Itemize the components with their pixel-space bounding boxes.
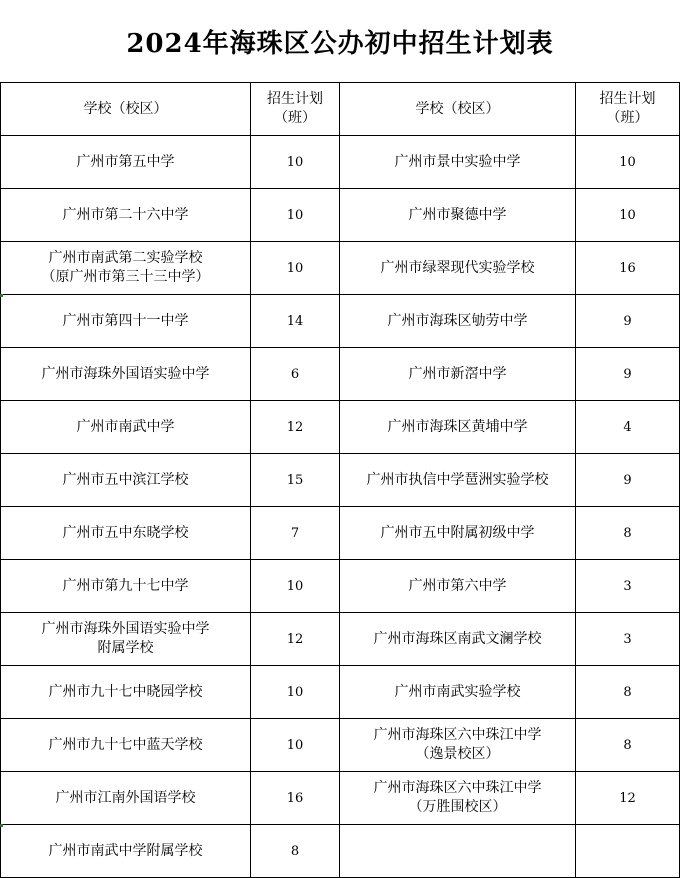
school-name-line: 广州市海珠外国语实验中学 xyxy=(41,621,210,637)
plan-classes-right: 9 xyxy=(576,348,680,401)
school-name-line: 广州市第九十七中学 xyxy=(62,577,189,594)
school-name-right xyxy=(340,242,576,295)
table-row xyxy=(1,401,680,454)
school-name-line: 广州市执信中学琶洲实验学校 xyxy=(366,471,549,488)
school-name-line: （万胜围校区） xyxy=(408,799,507,815)
school-name-line: 广州市海珠外国语实验中学 xyxy=(41,365,210,382)
plan-classes-right: 9 xyxy=(576,454,680,507)
header-school-left: 学校（校区） xyxy=(1,83,251,136)
school-name-line: 广州市海珠区六中珠江中学 xyxy=(373,727,542,743)
plan-classes-right: 8 xyxy=(576,507,680,560)
school-name-line: 广州市海珠区劬劳中学 xyxy=(387,312,528,329)
school-name-line: 广州市南武第二实验学校 xyxy=(48,250,203,266)
school-name-line: 广州市江南外国语学校 xyxy=(55,789,196,806)
plan-classes-right: 3 xyxy=(576,560,680,613)
table-row xyxy=(1,825,680,878)
school-name-line: 广州市南武中学 xyxy=(76,418,175,435)
school-name-line: 广州市五中附属初级中学 xyxy=(380,524,535,541)
enrollment-plan-table xyxy=(0,82,680,878)
header-plan-line2: （班） xyxy=(274,110,316,126)
school-name-left xyxy=(1,772,251,825)
cell-comment-marker xyxy=(0,824,3,827)
school-name-left xyxy=(1,454,251,507)
table-row xyxy=(1,136,680,189)
table-row xyxy=(1,613,680,666)
plan-classes-left: 10 xyxy=(251,666,340,719)
plan-classes-left: 10 xyxy=(251,242,340,295)
school-name-line: 广州市海珠区六中珠江中学 xyxy=(373,780,542,796)
header-school-right: 学校（校区） xyxy=(340,83,576,136)
school-name-right xyxy=(340,613,576,666)
plan-classes-right: 4 xyxy=(576,401,680,454)
plan-classes-left: 10 xyxy=(251,189,340,242)
table-header-row xyxy=(1,83,680,136)
school-name-line: 广州市五中东晓学校 xyxy=(62,524,189,541)
plan-classes-left: 12 xyxy=(251,613,340,666)
plan-classes-right: 3 xyxy=(576,613,680,666)
school-name-right xyxy=(340,772,576,825)
cell-comment-marker xyxy=(0,294,3,297)
school-name-line: 广州市九十七中晓园学校 xyxy=(48,683,203,700)
plan-classes-right: 10 xyxy=(576,189,680,242)
table-row xyxy=(1,189,680,242)
header-plan-left xyxy=(251,83,340,136)
table-row xyxy=(1,295,680,348)
school-name-left xyxy=(1,613,251,666)
table-row xyxy=(1,560,680,613)
plan-classes-left: 15 xyxy=(251,454,340,507)
plan-classes-right xyxy=(576,825,680,878)
school-name-line: 附属学校 xyxy=(97,640,154,656)
plan-classes-left: 6 xyxy=(251,348,340,401)
plan-classes-left: 10 xyxy=(251,560,340,613)
plan-classes-right: 10 xyxy=(576,136,680,189)
plan-classes-left: 12 xyxy=(251,401,340,454)
school-name-line: （原广州市第三十三中学） xyxy=(41,269,210,285)
school-name-line: 广州市南武实验学校 xyxy=(394,683,521,700)
school-name-right xyxy=(340,507,576,560)
school-name-left xyxy=(1,242,251,295)
school-name-left xyxy=(1,719,251,772)
school-name-line: 广州市第二十六中学 xyxy=(62,206,189,223)
table-row xyxy=(1,719,680,772)
school-name-left xyxy=(1,401,251,454)
plan-classes-left: 10 xyxy=(251,136,340,189)
school-name-right xyxy=(340,136,576,189)
school-name-left xyxy=(1,136,251,189)
plan-classes-left: 7 xyxy=(251,507,340,560)
plan-classes-left: 16 xyxy=(251,772,340,825)
school-name-left xyxy=(1,348,251,401)
school-name-line: （逸景校区） xyxy=(415,746,500,762)
page-title: 2024年海珠区公办初中招生计划表 xyxy=(126,28,554,59)
school-name-line: 广州市第六中学 xyxy=(408,577,507,594)
school-name-left xyxy=(1,666,251,719)
school-name-line: 广州市绿翠现代实验学校 xyxy=(380,259,535,276)
plan-classes-right: 12 xyxy=(576,772,680,825)
table-row xyxy=(1,454,680,507)
school-name-left xyxy=(1,295,251,348)
table-row xyxy=(1,242,680,295)
table-row xyxy=(1,348,680,401)
school-name-line: 广州市景中实验中学 xyxy=(394,153,521,170)
school-name-right xyxy=(340,454,576,507)
school-name-line: 广州市海珠区南武文澜学校 xyxy=(373,630,542,647)
plan-classes-left: 14 xyxy=(251,295,340,348)
school-name-line: 广州市新滘中学 xyxy=(408,365,507,382)
school-name-right xyxy=(340,348,576,401)
plan-classes-left: 8 xyxy=(251,825,340,878)
school-name-right xyxy=(340,560,576,613)
school-name-right xyxy=(340,189,576,242)
school-name-right xyxy=(340,295,576,348)
school-name-left xyxy=(1,825,251,878)
plan-classes-left: 10 xyxy=(251,719,340,772)
table-row xyxy=(1,507,680,560)
school-name-line: 广州市南武中学附属学校 xyxy=(48,842,203,859)
school-name-line: 广州市九十七中蓝天学校 xyxy=(48,736,203,753)
school-name-right xyxy=(340,401,576,454)
header-plan-right xyxy=(576,83,680,136)
header-plan-line2: （班） xyxy=(606,110,649,126)
table-row xyxy=(1,772,680,825)
school-name-left xyxy=(1,189,251,242)
school-name-left xyxy=(1,560,251,613)
plan-classes-right: 16 xyxy=(576,242,680,295)
plan-classes-right: 8 xyxy=(576,666,680,719)
school-name-line: 广州市聚德中学 xyxy=(408,206,507,223)
school-name-line: 广州市五中滨江学校 xyxy=(62,471,189,488)
school-name-right xyxy=(340,666,576,719)
school-name-right xyxy=(340,825,576,878)
school-name-line: 广州市第五中学 xyxy=(76,153,175,170)
header-plan-line1: 招生计划 xyxy=(267,91,323,107)
school-name-line: 广州市海珠区黄埔中学 xyxy=(387,418,528,435)
plan-classes-right: 8 xyxy=(576,719,680,772)
table-row xyxy=(1,666,680,719)
plan-classes-right: 9 xyxy=(576,295,680,348)
header-plan-line1: 招生计划 xyxy=(599,91,656,107)
school-name-right xyxy=(340,719,576,772)
school-name-left xyxy=(1,507,251,560)
table-body xyxy=(1,136,680,878)
school-name-line: 广州市第四十一中学 xyxy=(62,312,189,329)
